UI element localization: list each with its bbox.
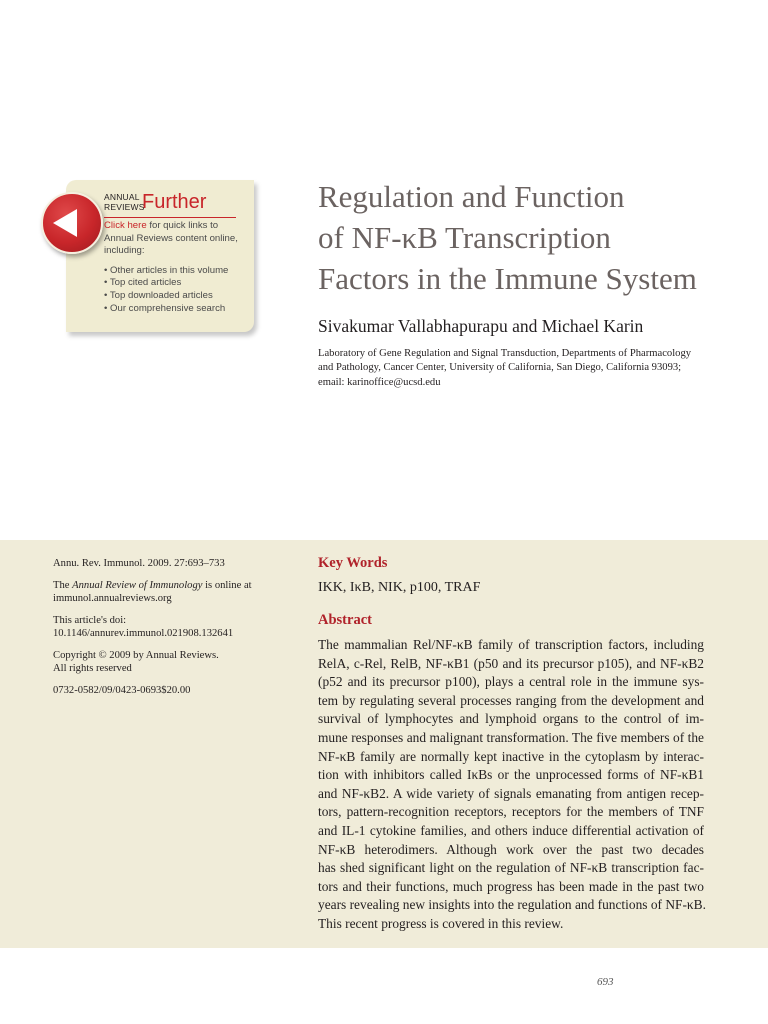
- publication-info: [53, 557, 283, 706]
- further-divider: [104, 217, 236, 218]
- further-intro-3: including:: [104, 245, 145, 257]
- abstract-body: [318, 636, 704, 934]
- back-arrow-icon: [53, 209, 77, 237]
- key-words: IKK, IκB, NIK, p100, TRAF: [318, 580, 481, 595]
- further-heading: Further: [142, 191, 207, 213]
- further-link-cited[interactable]: • Top cited articles: [104, 277, 182, 289]
- journal-name: Annual Review of Immunology: [72, 580, 203, 591]
- reviews-text: REVIEWS: [104, 201, 145, 212]
- abstract-line: tem by regulating several processes ranging from the development and: [318, 692, 704, 708]
- copyright-block: [53, 649, 283, 675]
- copyright: Copyright © 2009 by Annual Reviews.: [53, 650, 219, 661]
- affiliation: [318, 347, 718, 390]
- abstract-line: tion with inhibitors called IκBs or the unprocessed forms of NF-κB1: [318, 767, 704, 783]
- rights: All rights reserved: [53, 663, 132, 674]
- abstract-heading: Abstract: [318, 612, 372, 628]
- further-intro-2: Annual Reviews content online,: [104, 232, 238, 244]
- abstract-line: mune responses and malignant transformation. The five members of the: [318, 729, 704, 745]
- abstract-line: and NF-κB2. A wide variety of signals emanating from antigen recep-: [318, 785, 704, 801]
- issn: 0732-0582/09/0423-0693$20.00: [53, 685, 191, 696]
- abstract-line: NF-κB heterodimers. Although work over the past two decades: [318, 841, 704, 857]
- page-number: 693: [597, 976, 614, 988]
- affiliation-line: and Pathology, Cancer Center, University of California, San Diego, California 93093;: [318, 362, 682, 374]
- article-title: [318, 176, 748, 299]
- affiliation-email: email: karinoffice@ucsd.edu: [318, 376, 441, 388]
- citation: Annu. Rev. Immunol. 2009. 27:693–733: [53, 558, 225, 569]
- doi-value[interactable]: 10.1146/annurev.immunol.021908.132641: [53, 628, 234, 639]
- authors: Sivakumar Vallabhapurapu and Michael Karin: [318, 316, 644, 336]
- further-link-search[interactable]: • Our comprehensive search: [104, 302, 226, 314]
- online-pre: The: [53, 580, 73, 591]
- title-line: Regulation and Function: [318, 179, 625, 214]
- title-line: of NF-κB Transcription: [318, 220, 611, 255]
- click-here-link[interactable]: Click here: [104, 220, 147, 231]
- affiliation-line: Laboratory of Gene Regulation and Signal Transduction, Departments of Pharmacology: [318, 348, 692, 359]
- further-links-list: [104, 265, 254, 315]
- online-note: [53, 579, 283, 605]
- abstract-line: NF-κB family are normally kept inactive in the cytoplasm by interac-: [318, 748, 704, 764]
- journal-url[interactable]: immunol.annualreviews.org: [53, 593, 172, 604]
- abstract-line: years revealing new insights into the regulation and functions of NF-κB.: [318, 897, 706, 913]
- abstract-line: tors and their functions, much progress has been made in the past two: [318, 878, 704, 894]
- annual-text: ANNUAL: [104, 192, 140, 202]
- abstract-line: (p52 and its precursor p100), plays a central role in the immune sys-: [318, 674, 704, 690]
- further-description: [104, 220, 254, 315]
- abstract-line: survival of lymphocytes and lymphoid organs to the control of im-: [318, 711, 704, 727]
- title-line: Factors in the Immune System: [318, 261, 697, 296]
- abstract-line: and IL-1 cytokine families, and others induce differential activation of: [318, 822, 704, 838]
- further-arrow-button[interactable]: [41, 192, 103, 254]
- key-words-heading: Key Words: [318, 555, 388, 571]
- abstract-line: RelA, c-Rel, RelB, NF-κB1 (p50 and its precursor p105), and NF-κB2: [318, 655, 704, 671]
- abstract-line: This recent progress is covered in this review.: [318, 915, 564, 931]
- abstract-line: tors, pattern-recognition receptors, receptors for the members of TNF: [318, 804, 704, 820]
- doi-label: This article's doi:: [53, 615, 127, 626]
- online-post: is online at: [202, 580, 252, 591]
- further-link-volume[interactable]: • Other articles in this volume: [104, 264, 229, 276]
- abstract-line: has shed significant light on the regulation of NF-κB transcription fac-: [318, 860, 704, 876]
- further-intro-1: for quick links to: [146, 220, 219, 231]
- doi-block: [53, 614, 283, 640]
- abstract-line: The mammalian Rel/NF-κB family of transcription factors, including: [318, 637, 704, 652]
- further-link-downloaded[interactable]: • Top downloaded articles: [104, 289, 213, 301]
- annual-reviews-wordmark: [104, 193, 145, 212]
